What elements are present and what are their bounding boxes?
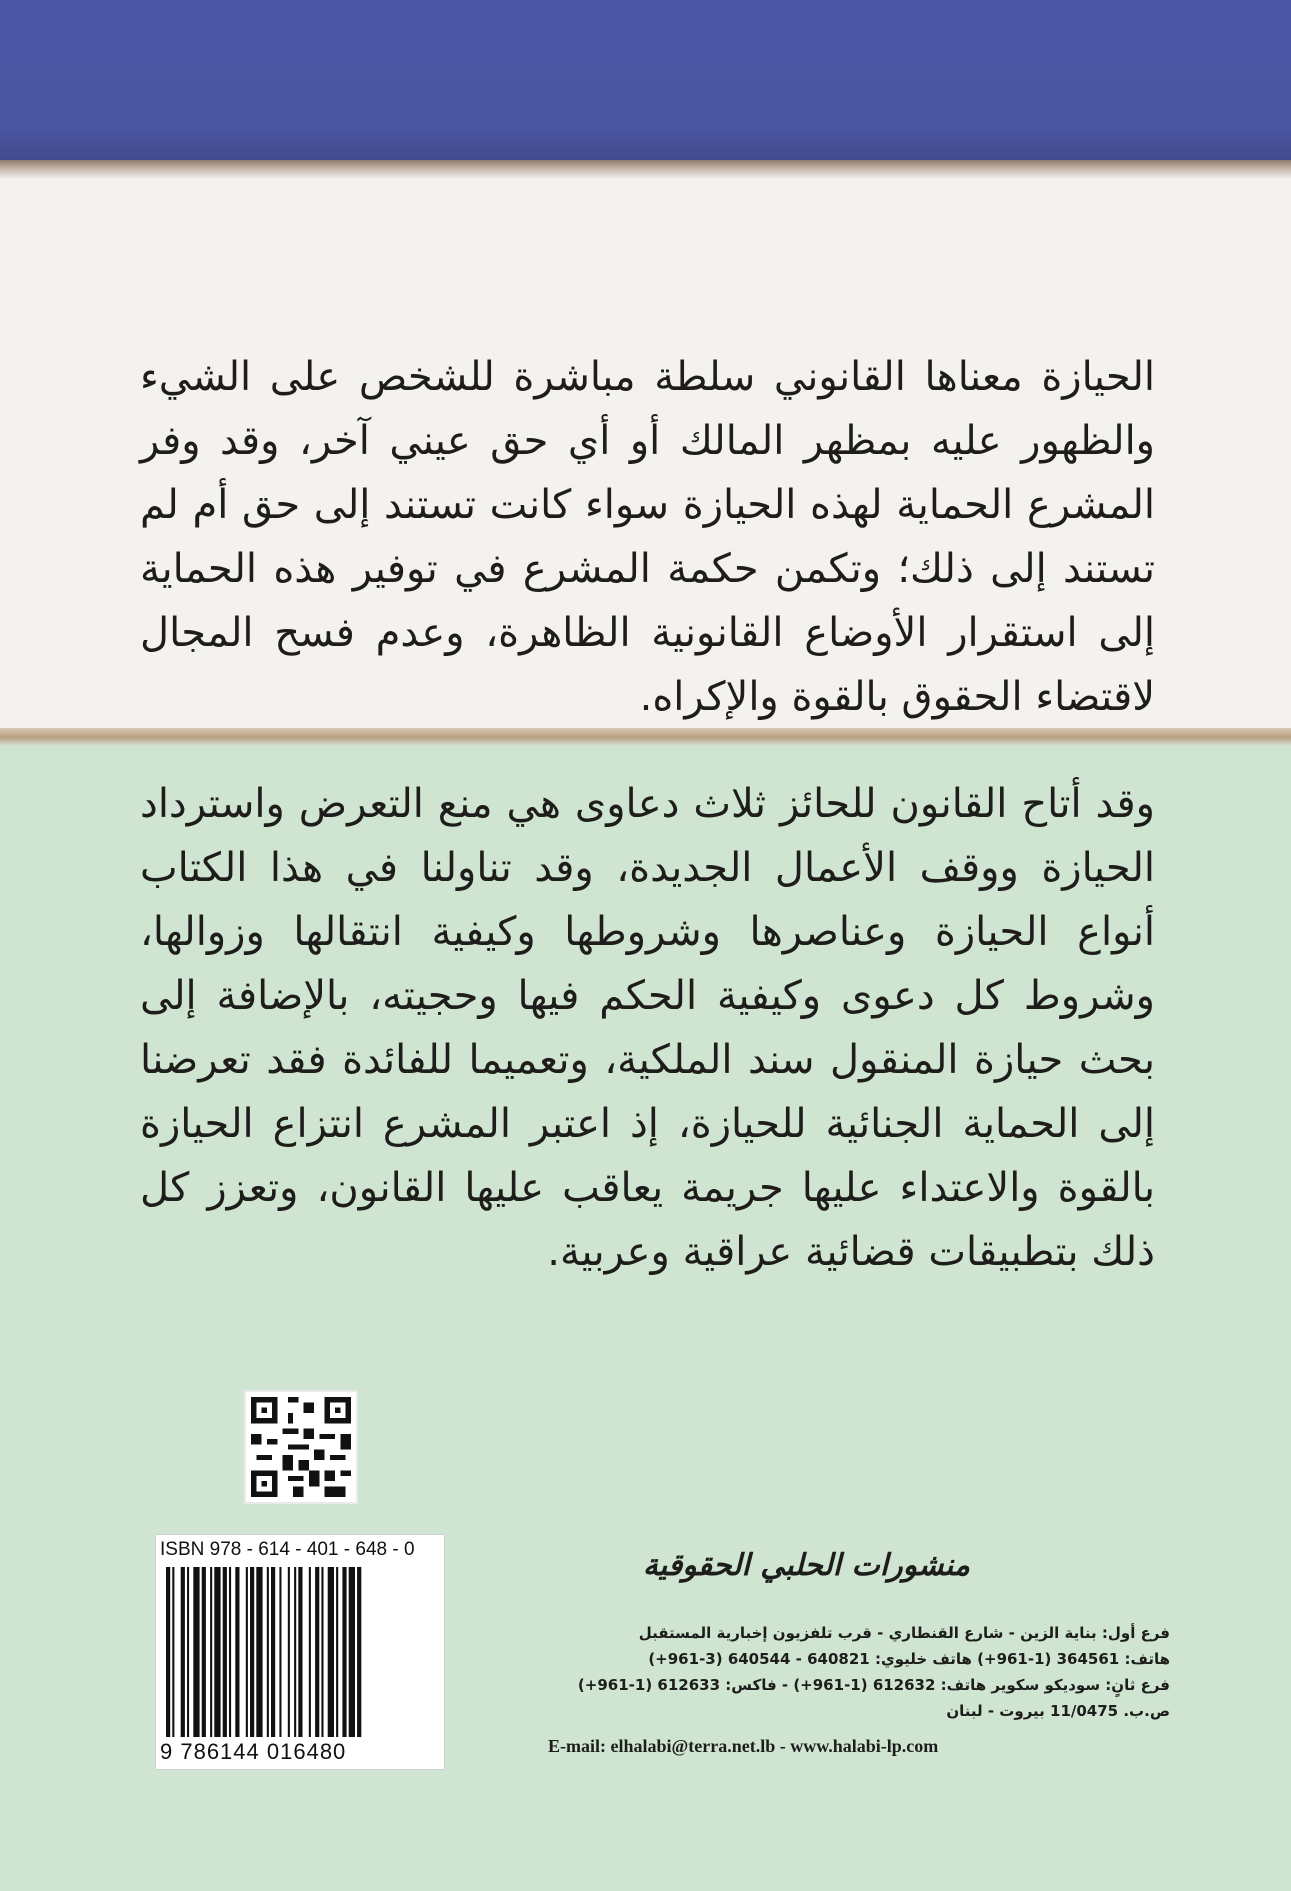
barcode-bar	[246, 1567, 248, 1737]
barcode-bar	[328, 1567, 334, 1737]
address-line: فرع ثانٍ: سوديكو سكوير هاتف: 612632 (1-961+) - فاكس: 612633 (1-961+)	[577, 1676, 1170, 1694]
barcode-bar	[235, 1567, 239, 1737]
barcode-bar	[202, 1567, 206, 1737]
top-band-shadow	[0, 160, 1291, 178]
isbn-label: ISBN 978 - 614 - 401 - 648 - 0	[160, 1539, 415, 1560]
barcode-bars	[166, 1567, 434, 1737]
blurb-paragraph-2: وقد أتاح القانون للحائز ثلاث دعاوى هي منع التعرض واسترداد الحيازة ووقف الأعمال الجديدة، وقد تناولنا في هذا الكتاب أنواع الحيازة وعناصرها وشروطها وكيفية انتقالها وزوالها، وشروط كل دعوى وكيفية الحكم فيها وحجيته، بالإضافة إلى بحث حيازة المنقول سند الملكية، وتعميما للفائدة فقد تعرضنا إلى الحماية الجنائية للحيازة، إذ اعتبر المشرع انتزاع الحيازة بالقوة والاعتداء عليها جريمة يعاقب عليها القانون، وتعزز كل ذلك بتطبيقات قضائية عراقية وعربية.	[140, 781, 1155, 1275]
barcode-bar	[229, 1567, 231, 1737]
barcode-bar	[210, 1567, 212, 1737]
barcode-bar	[309, 1567, 311, 1737]
barcode-bar	[214, 1567, 220, 1737]
barcode-bar	[298, 1567, 302, 1737]
barcode-bar	[336, 1567, 338, 1737]
barcode-bar	[181, 1567, 185, 1737]
qr-code	[244, 1390, 358, 1504]
publisher-address	[520, 1620, 1170, 1724]
panel-divider	[0, 728, 1291, 746]
barcode-bar	[271, 1567, 275, 1737]
blurb-paragraph-1: الحيازة معناها القانوني سلطة مباشرة للشخص على الشيء والظهور عليه بمظهر المالك أو أي حق عيني آخر، وقد وفر المشرع الحماية لهذه الحيازة سواء كانت تستند إلى حق أم لم تستند إلى ذلك؛ وتكمن حكمة المشرع في توفير هذه الحماية إلى استقرار الأوضاع القانونية الظاهرة، وعدم فسح المجال لاقتضاء الحقوق بالقوة والإكراه.	[140, 354, 1155, 720]
barcode-bar	[315, 1567, 319, 1737]
address-line: هاتف: 364561 (1-961+) هاتف خليوي: 640821 - 640544 (3-961+)	[648, 1650, 1170, 1668]
barcode-bar	[256, 1567, 262, 1737]
barcode-bar	[288, 1567, 290, 1737]
barcode-bar	[267, 1567, 269, 1737]
address-line: فرع أول: بناية الزين - شارع القنطاري - قرب تلفزيون إخبارية المستقبل	[638, 1624, 1170, 1642]
barcode-bar	[187, 1567, 189, 1737]
isbn-barcode	[155, 1534, 445, 1770]
barcode-bar	[321, 1567, 323, 1737]
barcode-bar	[279, 1567, 281, 1737]
barcode-bar	[250, 1567, 254, 1737]
publisher-contact: E-mail: elhalabi@terra.net.lb - www.halabi-lp.com	[548, 1736, 939, 1756]
barcode-bar	[172, 1567, 174, 1737]
barcode-bar	[166, 1567, 170, 1737]
top-color-band	[0, 0, 1291, 160]
barcode-digits: 9 786144 016480	[160, 1739, 347, 1764]
publisher-logo: منشورات الحلبي الحقوقية	[642, 1548, 970, 1583]
barcode-bar	[193, 1567, 199, 1737]
barcode-bar	[223, 1567, 227, 1737]
barcode-bar	[349, 1567, 355, 1737]
barcode-bar	[357, 1567, 361, 1737]
barcode-bar	[294, 1567, 296, 1737]
barcode-bar	[342, 1567, 346, 1737]
address-line: ص.ب. 11/0475 بيروت - لبنان	[946, 1702, 1170, 1720]
